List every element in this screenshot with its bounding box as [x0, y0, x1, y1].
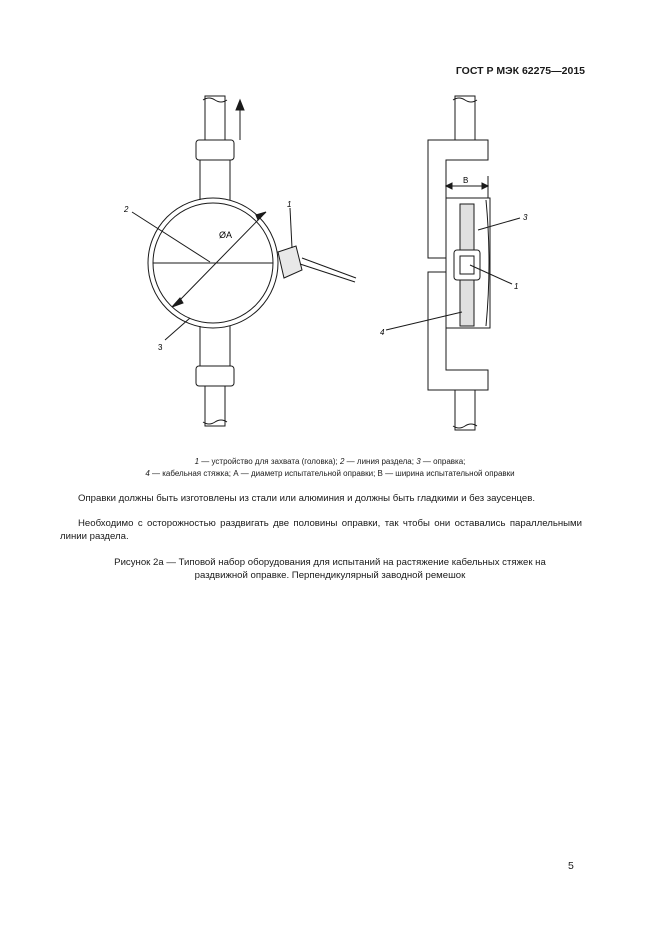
callout-2: 2: [124, 205, 129, 214]
standard-code: ГОСТ Р МЭК 62275—2015: [455, 65, 585, 77]
figure-title: Рисунок 2а — Типовой набор оборудования для испытаний на растяжение кабельных стяжек на раздвижной оправке. Перпендикулярный заводной ремешок: [114, 557, 546, 581]
gripping-head: [278, 246, 302, 278]
leader-4-side: [386, 312, 462, 330]
callout-1: 1: [287, 200, 292, 209]
leader-1: [290, 208, 292, 248]
callout-3-side: 3: [523, 213, 528, 222]
callout-4-side: 4: [380, 328, 385, 337]
leader-3-side: [478, 218, 520, 230]
legend-line-2: 4 — кабельная стяжка; А — диаметр испытательной оправки; В — ширина испытательной оправки: [145, 469, 515, 478]
page-number: 5: [568, 860, 574, 872]
callout-3: 3: [158, 343, 163, 352]
callout-1-side: 1: [514, 282, 519, 291]
paragraph-material: Оправки должны быть изготовлены из стали или алюминия и должны быть гладкими и без заусенцев.: [78, 493, 535, 504]
upper-clamp: [428, 140, 488, 258]
upper-rod: [205, 96, 225, 140]
lower-block: [196, 366, 234, 386]
left-view: [132, 96, 356, 426]
legend-line-1: 1 — устройство для захвата (головка); 2 — линия раздела; 3 — оправка;: [194, 457, 466, 466]
right-view: [386, 96, 520, 430]
diameter-line: [178, 216, 262, 302]
gripping-head-side: [454, 250, 480, 280]
paragraph-separation: Необходимо с осторожностью раздвигать две половины оправки, так чтобы они оставались параллельными линии раздела.: [60, 518, 582, 542]
figure-legend: [40, 456, 620, 480]
dimension-a-label: ØA: [219, 230, 233, 240]
lower-clamp: [428, 272, 488, 390]
technical-drawing: [0, 0, 661, 450]
leader-3: [165, 318, 190, 340]
upper-block: [196, 140, 234, 160]
upper-rod-side: [455, 96, 475, 140]
dimension-b-label: B: [463, 176, 469, 185]
